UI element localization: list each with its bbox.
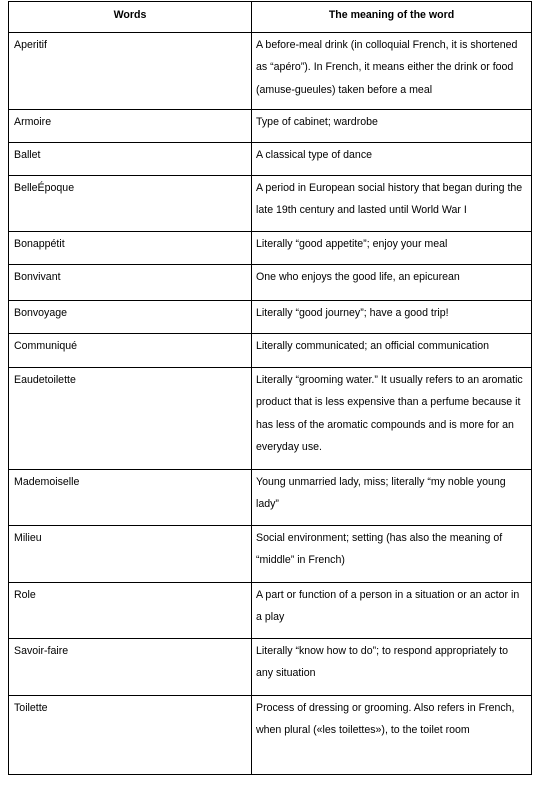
meaning-cell: Literally “know how to do”; to respond appropriately to any situation — [252, 638, 532, 695]
word-cell: Eaudetoilette — [9, 367, 252, 469]
meaning-cell: Social environment; setting (has also the meaning of “middle” in French) — [252, 525, 532, 582]
word-cell: Bonvivant — [9, 264, 252, 300]
table-row — [9, 32, 532, 109]
word-cell: Mademoiselle — [9, 469, 252, 525]
header-words: Words — [9, 2, 252, 33]
meaning-cell: A before-meal drink (in colloquial French, it is shortened as “apéro”). In French, it means either the drink or food (amuse-gueules) taken before a meal — [252, 32, 532, 109]
word-cell: Role — [9, 582, 252, 638]
meaning-cell: Literally “grooming water.” It usually refers to an aromatic product that is less expensive than a perfume because it has less of the aromatic compounds and is more for an everyday use. — [252, 367, 532, 469]
table-row — [9, 638, 532, 695]
table-row — [9, 231, 532, 264]
word-cell: Communiqué — [9, 333, 252, 367]
table-row — [9, 142, 532, 175]
meaning-cell: Literally “good appetite”; enjoy your meal — [252, 231, 532, 264]
word-cell: Bonvoyage — [9, 300, 252, 333]
header-meaning: The meaning of the word — [252, 2, 532, 33]
table-row — [9, 525, 532, 582]
meaning-cell: One who enjoys the good life, an epicurean — [252, 264, 532, 300]
meaning-cell: Literally communicated; an official communication — [252, 333, 532, 367]
table-row — [9, 333, 532, 367]
meaning-cell: Process of dressing or grooming. Also refers in French, when plural («les toilettes»), to the toilet room — [252, 695, 532, 774]
meaning-cell: Type of cabinet; wardrobe — [252, 109, 532, 142]
meaning-cell: A part or function of a person in a situation or an actor in a play — [252, 582, 532, 638]
table-row — [9, 300, 532, 333]
word-cell: Savoir-faire — [9, 638, 252, 695]
word-cell: Ballet — [9, 142, 252, 175]
table-header-row — [9, 2, 532, 33]
meaning-cell: A period in European social history that began during the late 19th century and lasted until World War I — [252, 175, 532, 231]
table-row — [9, 175, 532, 231]
table-row — [9, 469, 532, 525]
word-cell: Toilette — [9, 695, 252, 774]
word-cell: Aperitif — [9, 32, 252, 109]
table-row — [9, 367, 532, 469]
table-row — [9, 109, 532, 142]
table-row — [9, 264, 532, 300]
french-words-table — [8, 1, 532, 775]
word-cell: Armoire — [9, 109, 252, 142]
word-cell: Milieu — [9, 525, 252, 582]
table-row — [9, 695, 532, 774]
word-cell: Bonappétit — [9, 231, 252, 264]
meaning-cell: Young unmarried lady, miss; literally “my noble young lady” — [252, 469, 532, 525]
meaning-cell: Literally “good journey”; have a good trip! — [252, 300, 532, 333]
meaning-cell: A classical type of dance — [252, 142, 532, 175]
table-row — [9, 582, 532, 638]
word-cell: BelleÉpoque — [9, 175, 252, 231]
